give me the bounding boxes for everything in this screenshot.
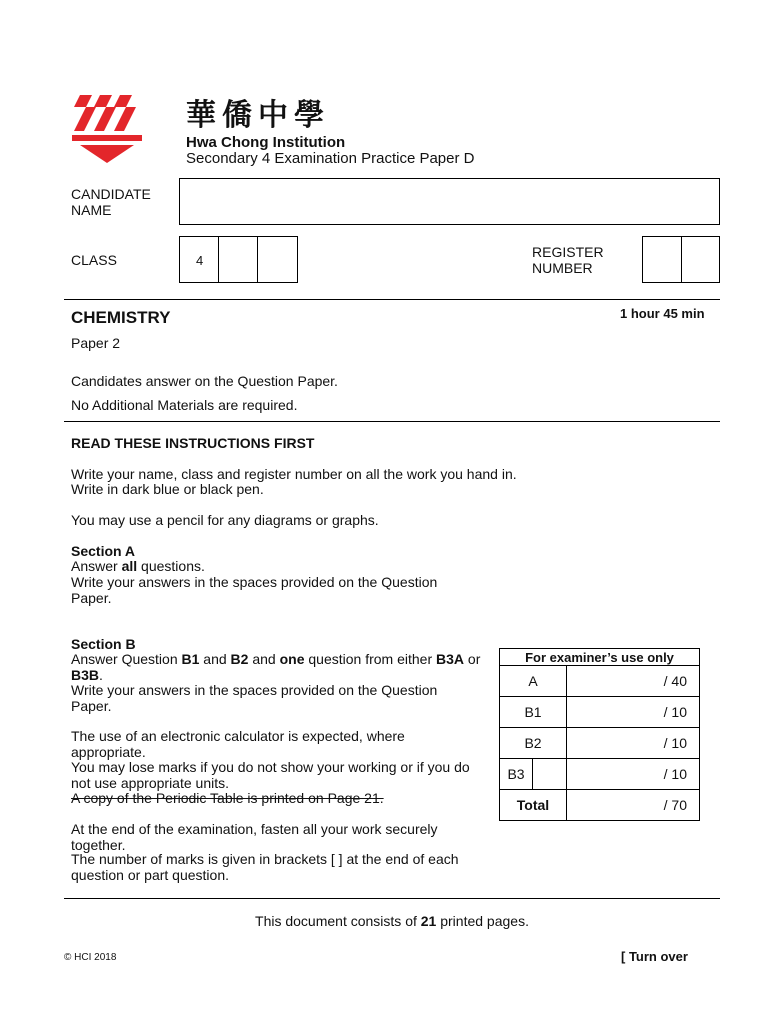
table-row bbox=[500, 759, 700, 790]
candidate-name-label: CANDIDATE NAME bbox=[71, 186, 151, 218]
row-marks[interactable]: / 70 bbox=[567, 790, 700, 821]
subject-title: CHEMISTRY bbox=[71, 308, 171, 327]
school-name: Hwa Chong Institution bbox=[186, 134, 346, 151]
hci-logo-icon bbox=[70, 93, 144, 165]
row-label: B2 bbox=[500, 728, 567, 759]
section-b-title: Section B bbox=[71, 636, 136, 652]
section-a-write: Write your answers in the spaces provided on the Question Paper. bbox=[71, 574, 438, 606]
divider bbox=[64, 898, 720, 899]
row-marks[interactable]: / 10 bbox=[567, 728, 700, 759]
instruction-line: You may use a pencil for any diagrams or graphs. bbox=[71, 512, 379, 528]
row-label: Total bbox=[500, 790, 567, 821]
class-label: CLASS bbox=[71, 252, 117, 268]
table-row bbox=[500, 728, 700, 759]
paper-number: Paper 2 bbox=[71, 335, 121, 351]
school-name-chinese: 華僑中學 bbox=[186, 98, 330, 133]
marks-info: The number of marks is given in brackets [ ] at the end of each question or part question. bbox=[71, 851, 459, 883]
answer-note: Candidates answer on the Question Paper. bbox=[71, 373, 338, 389]
row-label: B3 bbox=[500, 759, 533, 790]
class-cell-2[interactable] bbox=[218, 236, 258, 283]
exam-duration: 1 hour 45 min bbox=[620, 306, 705, 321]
section-b-answer: Answer Question B1 and B2 and one question from either B3A or B3B. bbox=[71, 651, 481, 683]
section-b-write: Write your answers in the spaces provided on the Question Paper. bbox=[71, 682, 438, 714]
row-marks[interactable]: / 40 bbox=[567, 666, 700, 697]
divider bbox=[64, 421, 720, 422]
fasten-note: At the end of the examination, fasten all your work securely together. bbox=[71, 821, 438, 853]
table-row bbox=[500, 697, 700, 728]
copyright: © HCI 2018 bbox=[64, 952, 117, 963]
row-marks[interactable]: / 10 bbox=[567, 759, 700, 790]
divider bbox=[64, 299, 720, 300]
section-a-title: Section A bbox=[71, 543, 136, 559]
turn-over: [ Turn over bbox=[621, 949, 688, 964]
examiner-table-heading: For examiner’s use only bbox=[500, 649, 700, 666]
page-count-note: This document consists of 21 printed pages. bbox=[255, 913, 529, 929]
register-cell-2[interactable] bbox=[681, 236, 720, 283]
row-marks[interactable]: / 10 bbox=[567, 697, 700, 728]
class-cell-3[interactable] bbox=[257, 236, 298, 283]
examiner-table bbox=[499, 648, 700, 821]
class-cell-1[interactable] bbox=[179, 236, 219, 283]
calculator-note: The use of an electronic calculator is expected, where appropriate. bbox=[71, 728, 405, 760]
register-number-label: REGISTER NUMBER bbox=[532, 244, 604, 276]
instruction-line: Write your name, class and register number on all the work you hand in. bbox=[71, 466, 517, 482]
candidate-name-field[interactable] bbox=[179, 178, 720, 225]
instruction-line: Write in dark blue or black pen. bbox=[71, 481, 264, 497]
instructions-heading: READ THESE INSTRUCTIONS FIRST bbox=[71, 435, 315, 451]
table-header-row bbox=[500, 649, 700, 666]
materials-note: No Additional Materials are required. bbox=[71, 397, 298, 413]
paper-title: Secondary 4 Examination Practice Paper D bbox=[186, 150, 475, 167]
section-a-answer: Answer all questions. bbox=[71, 558, 205, 574]
row-label: A bbox=[500, 666, 567, 697]
table-row bbox=[500, 790, 700, 821]
row-label: B1 bbox=[500, 697, 567, 728]
periodic-table-note: A copy of the Periodic Table is printed on Page 21. bbox=[71, 790, 384, 806]
table-row bbox=[500, 666, 700, 697]
class-value: 4 bbox=[196, 253, 204, 268]
b3-choice-cell[interactable] bbox=[533, 759, 567, 790]
register-cell-1[interactable] bbox=[642, 236, 682, 283]
marks-warning: You may lose marks if you do not show your working or if you do not use appropriate units. bbox=[71, 759, 470, 791]
